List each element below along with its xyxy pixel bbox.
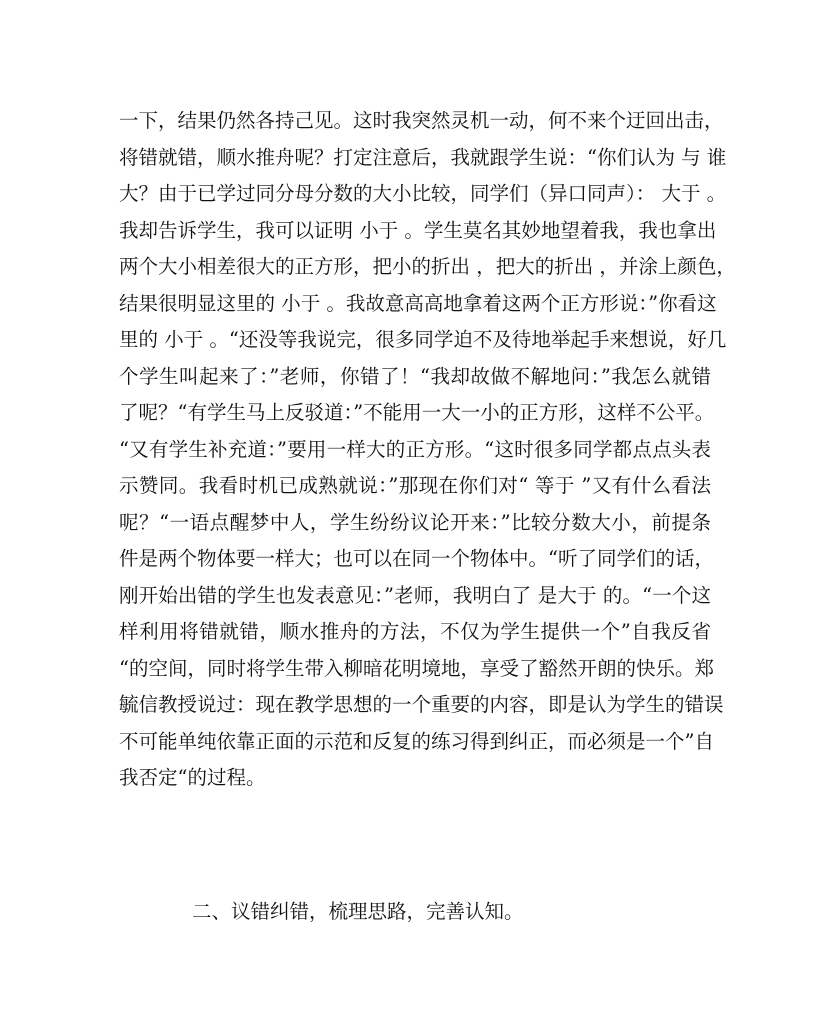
paragraph-line-11: 示赞同。我看时机已成熟就说：”那现在你们对“ 等于 ”又有什么看法 — [119, 474, 711, 497]
paragraph-line-10: “又有学生补充道：”要用一样大的正方形。“这时很多同学都点点头表 — [119, 437, 711, 461]
paragraph-line-16: “的空间，同时将学生带入柳暗花明境地，享受了豁然开朗的快乐。郑 — [119, 656, 714, 680]
paragraph-line-15: 样利用将错就错，顺水推舟的方法，不仅为学生提供一个”自我反省 — [119, 620, 711, 643]
paragraph-line-7: 里的 小于 。“还没等我说完，很多同学迫不及待地举起手来想说，好几 — [119, 328, 727, 351]
paragraph-line-18: 不可能单纯依靠正面的示范和反复的练习得到纠正，而必须是一个”自 — [119, 729, 714, 753]
section-heading: 二、议错纠错，梳理思路，完善认知。 — [192, 900, 524, 923]
paragraph-line-19: 我否定“的过程。 — [119, 766, 266, 789]
paragraph-line-2: 将错就错，顺水推舟呢？打定注意后，我就跟学生说：“你们认为 与 谁 — [119, 145, 727, 169]
paragraph-line-17: 毓信教授说过：现在教学思想的一个重要的内容，即是认为学生的错误 — [119, 693, 724, 716]
paragraph-line-8: 个学生叫起来了：”老师，你错了！“我却故做不解地问：”我怎么就错 — [119, 364, 711, 388]
paragraph-line-4: 我却告诉学生，我可以证明 小于 。学生莫名其妙地望着我，我也拿出 — [119, 218, 717, 242]
paragraph-line-12: 呢？“一语点醒梦中人，学生纷纷议论开来：”比较分数大小，前提条 — [119, 510, 711, 534]
paragraph-line-5: 两个大小相差很大的正方形，把小的折出 ，把大的折出 ，并涂上颜色， — [119, 255, 736, 278]
body-paragraph — [119, 103, 736, 797]
paragraph-line-14: 刚开始出错的学生也发表意见：”老师，我明白了 是大于 的。“一个这 — [119, 583, 711, 607]
paragraph-line-9: 了呢？“有学生马上反驳道：”不能用一大一小的正方形，这样不公平。 — [119, 401, 715, 424]
paragraph-line-1: 一下，结果仍然各持己见。这时我突然灵机一动，何不来个迂回出击， — [119, 109, 724, 132]
paragraph-line-3: 大？由于已学过同分母分数的大小比较，同学们（异口同声）： 大于 。 — [119, 182, 727, 205]
paragraph-line-13: 件是两个物体要一样大；也可以在同一个物体中。“听了同学们的话， — [119, 547, 714, 570]
paragraph-line-6: 结果很明显这里的 小于 。我故意高高地拿着这两个正方形说：”你看这 — [119, 291, 717, 315]
